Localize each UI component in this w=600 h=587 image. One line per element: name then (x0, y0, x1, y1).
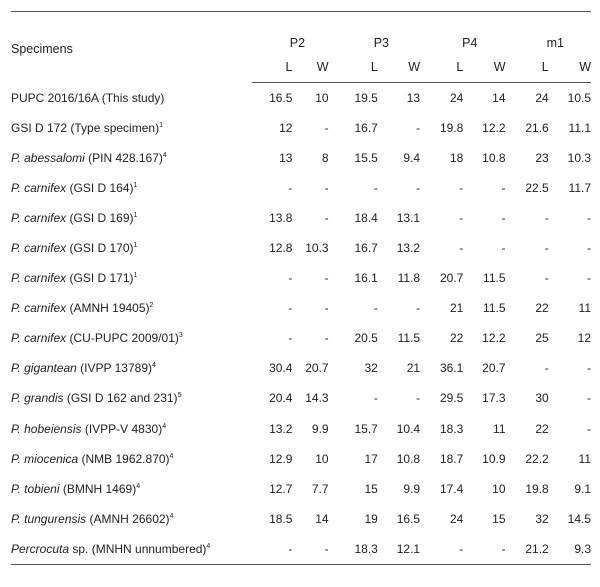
specimen-id: (BMNH 1469) (59, 481, 137, 496)
subheader: L (420, 52, 463, 83)
specimen-id: (GSI D 171) (66, 271, 134, 286)
measurement-cell: 13 (406, 90, 421, 105)
group-header: m1 (546, 36, 564, 50)
specimen-id: sp. (MNHN unnumbered) (69, 541, 207, 556)
measurement-cell: 10.8 (396, 451, 421, 466)
measurement-cell: 11 (578, 301, 591, 316)
measurement-cell: 17.4 (439, 481, 464, 496)
measurement-cell: 18.4 (354, 210, 378, 225)
measurement-cell: 14.3 (305, 391, 329, 406)
measurement-cell: - (416, 180, 421, 195)
measurement-cell: 22 (535, 421, 549, 436)
table-row (11, 113, 591, 143)
measurement-cell: 9.3 (574, 541, 591, 556)
measurement-cell: - (459, 210, 464, 225)
table-row (11, 383, 591, 413)
taxon-name: P. tungurensis (11, 511, 87, 526)
subheader: W (378, 52, 420, 83)
table-row (11, 173, 591, 203)
specimen-name (11, 504, 252, 534)
measurement-cell: - (324, 541, 329, 556)
taxon-name: P. grandis (11, 391, 64, 406)
measurement-cell: 21.2 (525, 541, 549, 556)
measurement-cell: - (324, 120, 329, 135)
measurement-cell: 10.3 (305, 241, 329, 256)
taxon-name: Percrocuta (11, 541, 70, 556)
measurement-cell: 15.5 (354, 150, 378, 165)
measurement-table (11, 12, 591, 565)
measurement-cell: 10 (315, 451, 329, 466)
measurement-cell: 22 (449, 331, 464, 346)
specimen-name (11, 383, 252, 413)
measurement-cell: - (587, 421, 591, 436)
measurement-cell: - (288, 271, 293, 286)
measurement-cell: 15 (364, 481, 378, 496)
measurement-cell: - (459, 180, 464, 195)
measurement-cell: 9.1 (574, 481, 591, 496)
measurement-cell: 16.7 (354, 241, 378, 256)
measurement-cell: 11.5 (483, 271, 506, 286)
subheader: W (292, 52, 328, 83)
measurement-cell: 13.2 (396, 241, 421, 256)
measurement-cell: - (288, 331, 293, 346)
footnote-ref: 1 (159, 121, 163, 129)
measurement-cell: 17.3 (482, 391, 506, 406)
specimen-name (11, 113, 252, 143)
footnote-ref: 1 (133, 242, 138, 250)
measurement-cell: - (324, 210, 329, 225)
measurement-cell: - (324, 331, 329, 346)
measurement-cell: - (459, 241, 464, 256)
specimen-name (11, 353, 252, 383)
measurement-cell: 22.5 (525, 180, 549, 195)
measurement-cell: 12.2 (482, 331, 506, 346)
subheader: L (329, 52, 378, 83)
table-row (11, 83, 591, 113)
measurement-cell: - (416, 301, 421, 316)
measurement-cell: 24 (449, 511, 464, 526)
specimen-name (11, 203, 252, 233)
measurement-cell: 14 (315, 511, 329, 526)
measurement-table-container (11, 11, 591, 565)
measurement-cell: 18.5 (269, 511, 293, 526)
specimen-name (11, 444, 252, 474)
subheader: L (252, 52, 292, 83)
table-row (11, 233, 591, 263)
footnote-ref: 2 (149, 302, 154, 310)
table-row (11, 323, 591, 353)
group-header: P3 (373, 36, 389, 50)
measurement-cell: 13 (279, 150, 293, 165)
measurement-cell: 25 (535, 331, 549, 346)
measurement-cell: 29.5 (439, 391, 464, 406)
measurement-cell: 10.5 (567, 90, 591, 105)
table-row (11, 143, 591, 173)
measurement-cell: 19 (364, 511, 378, 526)
table-row (11, 444, 591, 474)
measurement-cell: 16.5 (396, 511, 421, 526)
measurement-cell: 12.9 (269, 451, 293, 466)
subheader: W (549, 52, 591, 83)
measurement-cell: - (288, 301, 293, 316)
measurement-cell: 36.1 (439, 361, 464, 376)
measurement-cell: 17 (364, 451, 378, 466)
specimen-name (11, 474, 252, 504)
measurement-cell: - (544, 241, 549, 256)
specimen-name (11, 263, 252, 293)
measurement-cell: 8 (321, 150, 329, 165)
measurement-cell: 32 (535, 511, 549, 526)
measurement-cell: - (587, 391, 591, 406)
table-row (11, 534, 591, 564)
measurement-cell: - (324, 180, 329, 195)
measurement-cell: - (501, 241, 506, 256)
measurement-cell: 18.3 (439, 421, 464, 436)
measurement-cell: 21 (406, 361, 421, 376)
specimen-id: (GSI D 164) (66, 180, 134, 195)
measurement-cell: 13.2 (269, 421, 293, 436)
measurement-cell: - (544, 271, 549, 286)
footnote-ref: 4 (169, 512, 174, 520)
specimen-id: (IVPP-V 4830) (81, 421, 163, 436)
footnote-ref: 4 (136, 482, 141, 490)
footnote-ref: 3 (178, 332, 183, 340)
taxon-name: P. carnifex (11, 210, 67, 225)
specimen-id: (AMNH 19405) (66, 301, 150, 316)
specimen-id: PUPC 2016/16A (This study) (11, 90, 165, 105)
footnote-ref: 4 (162, 151, 167, 159)
table-row (11, 353, 591, 383)
footnote-ref: 4 (206, 542, 211, 550)
measurement-cell: 12.7 (269, 481, 293, 496)
measurement-cell: 11.8 (397, 271, 421, 286)
specimen-id: (GSI D 170) (66, 241, 134, 256)
measurement-cell: 20.5 (354, 331, 378, 346)
footnote-ref: 5 (177, 392, 182, 400)
measurement-cell: - (587, 210, 591, 225)
specimen-id: (PIN 428.167) (84, 150, 163, 165)
taxon-name: P. carnifex (11, 301, 67, 316)
measurement-cell: - (587, 271, 591, 286)
measurement-cell: 13.8 (269, 210, 293, 225)
measurement-cell: 13.1 (396, 210, 421, 225)
measurement-cell: 19.5 (354, 90, 378, 105)
measurement-cell: 10.3 (567, 150, 591, 165)
measurement-cell: - (373, 301, 378, 316)
measurement-cell: 12 (279, 120, 293, 135)
measurement-cell: 23 (535, 150, 549, 165)
measurement-cell: 11 (578, 451, 591, 466)
measurement-cell: 16.5 (269, 90, 293, 105)
footnote-ref: 4 (169, 452, 174, 460)
measurement-cell: 22.2 (525, 451, 549, 466)
subheader: L (506, 52, 549, 83)
measurement-cell: 21 (449, 301, 464, 316)
measurement-cell: 7.7 (311, 481, 329, 496)
measurement-cell: - (501, 541, 506, 556)
measurement-cell: 10 (315, 90, 329, 105)
measurement-cell: 24 (535, 90, 549, 105)
measurement-cell: 11 (493, 421, 506, 436)
measurement-cell: 20.7 (305, 361, 329, 376)
measurement-cell: 16.7 (354, 120, 378, 135)
specimens-header: Specimens (11, 42, 73, 57)
measurement-cell: 10.4 (396, 421, 421, 436)
measurement-cell: 19.8 (525, 481, 549, 496)
table-row (11, 293, 591, 323)
measurement-cell: 21.6 (525, 120, 549, 135)
specimen-name (11, 534, 252, 564)
specimen-id: (NMB 1962.870) (78, 451, 170, 466)
taxon-name: P. gigantean (11, 361, 77, 376)
measurement-cell: 11.5 (397, 331, 421, 346)
measurement-cell: 32 (364, 361, 378, 376)
measurement-cell: 10.8 (482, 150, 506, 165)
measurement-cell: 19.8 (439, 120, 464, 135)
measurement-cell: - (373, 391, 378, 406)
measurement-cell: 20.4 (269, 391, 293, 406)
measurement-cell: 11.5 (483, 301, 506, 316)
specimen-name (11, 173, 252, 203)
specimen-id: (CU-PUPC 2009/01) (66, 331, 179, 346)
measurement-cell: 10 (492, 481, 506, 496)
measurement-cell: 16.1 (354, 271, 378, 286)
measurement-cell: - (501, 180, 506, 195)
group-header-row (11, 12, 591, 52)
measurement-cell: 11.1 (568, 120, 591, 135)
footnote-ref: 4 (162, 422, 167, 430)
specimen-name (11, 233, 252, 263)
measurement-cell: 20.7 (439, 271, 464, 286)
measurement-cell: - (587, 241, 591, 256)
measurement-cell: - (288, 541, 293, 556)
taxon-name: P. tobieni (11, 481, 60, 496)
measurement-cell: 18.3 (354, 541, 378, 556)
specimen-id: (GSI D 162 and 231) (63, 391, 178, 406)
taxon-name: P. abessalomi (11, 150, 85, 165)
measurement-cell: 20.7 (482, 361, 506, 376)
measurement-cell: 15.7 (354, 421, 378, 436)
footnote-ref: 1 (133, 181, 138, 189)
measurement-cell: - (416, 120, 421, 135)
measurement-cell: 9.9 (403, 481, 421, 496)
measurement-cell: 30.4 (269, 361, 293, 376)
table-row (11, 414, 591, 444)
measurement-cell: - (501, 210, 506, 225)
measurement-cell: 11.7 (568, 180, 591, 195)
table-row (11, 203, 591, 233)
specimen-name (11, 414, 252, 444)
measurement-cell: 18 (449, 150, 464, 165)
specimen-name (11, 143, 252, 173)
measurement-cell: - (459, 541, 464, 556)
footnote-ref: 4 (152, 362, 156, 370)
measurement-cell: - (373, 180, 378, 195)
measurement-cell: - (288, 180, 293, 195)
taxon-name: P. carnifex (11, 241, 67, 256)
taxon-name: P. carnifex (11, 180, 67, 195)
measurement-cell: 14.5 (567, 511, 591, 526)
measurement-cell: 12.1 (396, 541, 421, 556)
measurement-cell: 9.9 (311, 421, 329, 436)
footnote-ref: 1 (133, 272, 138, 280)
measurement-cell: 15 (492, 511, 506, 526)
subheader: W (463, 52, 505, 83)
table-row (11, 474, 591, 504)
measurement-cell: 9.4 (403, 150, 421, 165)
specimen-name (11, 83, 252, 113)
taxon-name: P. miocenica (11, 451, 79, 466)
group-header: P4 (462, 36, 478, 50)
measurement-cell: 22 (535, 301, 549, 316)
specimen-id: (GSI D 169) (66, 210, 134, 225)
measurement-cell: 12 (577, 331, 591, 346)
taxon-name: P. carnifex (11, 271, 67, 286)
measurement-cell: 30 (535, 391, 549, 406)
table-row (11, 504, 591, 534)
specimen-name (11, 293, 252, 323)
measurement-cell: - (544, 210, 549, 225)
group-header: P2 (289, 36, 306, 50)
specimen-id: (AMNH 26602) (86, 511, 170, 526)
measurement-cell: 14 (492, 90, 506, 105)
measurement-cell: - (587, 361, 591, 376)
taxon-name: P. carnifex (11, 331, 67, 346)
specimen-name (11, 323, 252, 353)
table-row (11, 263, 591, 293)
measurement-cell: 24 (449, 90, 464, 105)
measurement-cell: - (324, 271, 329, 286)
specimen-id: GSI D 172 (Type specimen) (11, 120, 160, 135)
measurement-cell: 10.9 (482, 451, 506, 466)
taxon-name: P. hobeiensis (11, 421, 82, 436)
measurement-cell: - (324, 301, 329, 316)
footnote-ref: 1 (133, 211, 138, 219)
measurement-cell: 12.8 (269, 241, 293, 256)
specimen-id: (IVPP 13789) (76, 361, 153, 376)
measurement-cell: 12.2 (482, 120, 506, 135)
measurement-cell: 18.7 (439, 451, 464, 466)
measurement-cell: - (544, 361, 549, 376)
measurement-cell: - (416, 391, 421, 406)
